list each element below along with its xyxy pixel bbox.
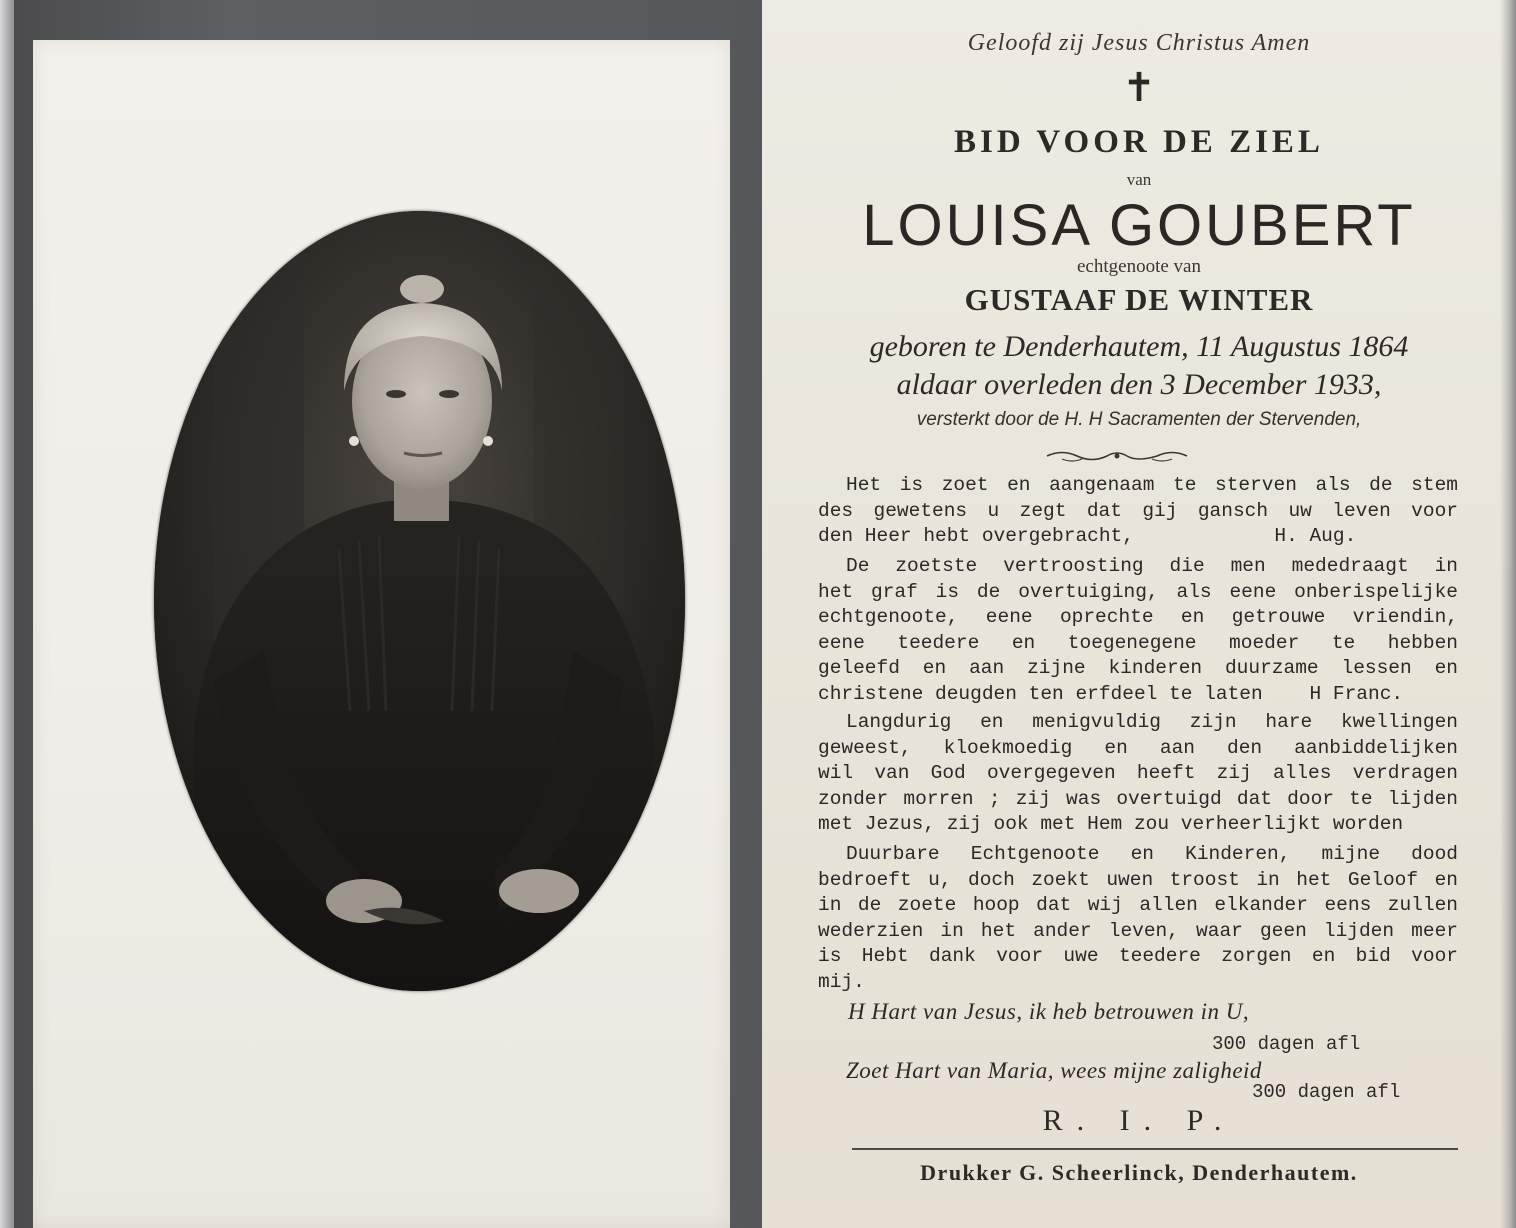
text-line: wederzien in het ander leven, waar geen lijden meer — [818, 919, 1458, 942]
text-line: met Jezus, zij ook met Hem zou verheerlijkt worden — [818, 813, 1404, 835]
spouse-label: echtgenoote van — [1077, 256, 1201, 277]
text-line: mij. — [818, 970, 865, 993]
text-line: De zoetste vertroosting die men mededraagt in — [846, 555, 1458, 577]
memorial-text-card — [762, 0, 1516, 1228]
divider — [852, 1148, 1458, 1150]
deceased-name: LOUISA GOUBERT — [862, 193, 1416, 258]
oval-portrait-photo — [154, 211, 685, 991]
text-line: het graf is de overtuiging, als eene onberispelijke — [818, 580, 1458, 603]
indulgence-days-2: 300 dagen afl — [1252, 1081, 1401, 1103]
indulgence-days-1: 300 dagen afl — [1212, 1033, 1361, 1055]
paragraph-2 — [818, 554, 1458, 707]
van-label: van — [1126, 170, 1152, 189]
paragraph-3 — [818, 710, 1458, 838]
rip-text: R. I. P. — [1042, 1104, 1236, 1137]
prayer-sacred-heart: H Hart van Jesus, ik heb betrouwen in U, — [848, 999, 1250, 1024]
top-prayer: Geloofd zij Jesus Christus Amen — [967, 30, 1311, 56]
paragraph-1 — [818, 473, 1458, 550]
text-line: Langdurig en menigvuldig zijn hare kwellingen — [846, 711, 1458, 733]
text-line: Het is zoet en aangenaam te sterven als de stem — [846, 474, 1458, 496]
text-line: den Heer hebt overgebracht, H. Aug. — [818, 525, 1357, 547]
text-line: wil van God overgegeven heeft zij alles verdragen — [818, 762, 1458, 784]
heading: BID VOOR DE ZIEL — [954, 124, 1324, 160]
text-line: echtgenoote, eene oprechte en getrouwe vriendin, — [818, 606, 1458, 628]
text-line: is Hebt dank voor uwe teedere zorgen en bid voor — [818, 945, 1458, 967]
spouse-name: GUSTAAF DE WINTER — [964, 282, 1314, 317]
birth-line: geboren te Denderhautem, 11 Augustus 1864 — [869, 330, 1409, 363]
portrait-image — [154, 211, 685, 991]
text-line: Duurbare Echtgenoote en Kinderen, mijne dood — [846, 843, 1458, 865]
paragraph-4 — [818, 842, 1458, 995]
text-line: des gewetens u zegt dat gij gansch uw leven voor — [818, 499, 1458, 522]
printer-credit: Drukker G. Scheerlinck, Denderhautem. — [920, 1160, 1358, 1185]
text-line: zonder morren ; zij was overtuigd dat door te lijden — [818, 787, 1458, 810]
text-line: geweest, kloekmoedig en aan den aanbiddelijken — [818, 736, 1458, 759]
text-line: in de zoete hoop dat wij allen elkander eens zullen — [818, 894, 1458, 916]
card-edge — [0, 0, 14, 1228]
text-line: eene teedere en toegenegene moeder te hebben — [818, 631, 1458, 654]
sacraments-line: versterkt door de H. H Sacramenten der Stervenden, — [916, 409, 1362, 430]
text-line: geleefd en aan zijne kinderen duurzame lessen en — [818, 657, 1458, 679]
prayer-heart-of-mary: Zoet Hart van Maria, wees mijne zaligheid — [846, 1058, 1262, 1083]
photo-mount — [33, 40, 730, 1228]
text-line: bedroeft u, doch zoekt uwen troost in het Geloof en — [818, 868, 1458, 891]
ornament-divider-icon — [1042, 447, 1192, 465]
cross-icon: ✝ — [1122, 65, 1156, 110]
text-line: christene deugden ten erfdeel te laten H Franc. — [818, 682, 1404, 705]
death-line: aldaar overleden den 3 December 1933, — [896, 368, 1382, 401]
